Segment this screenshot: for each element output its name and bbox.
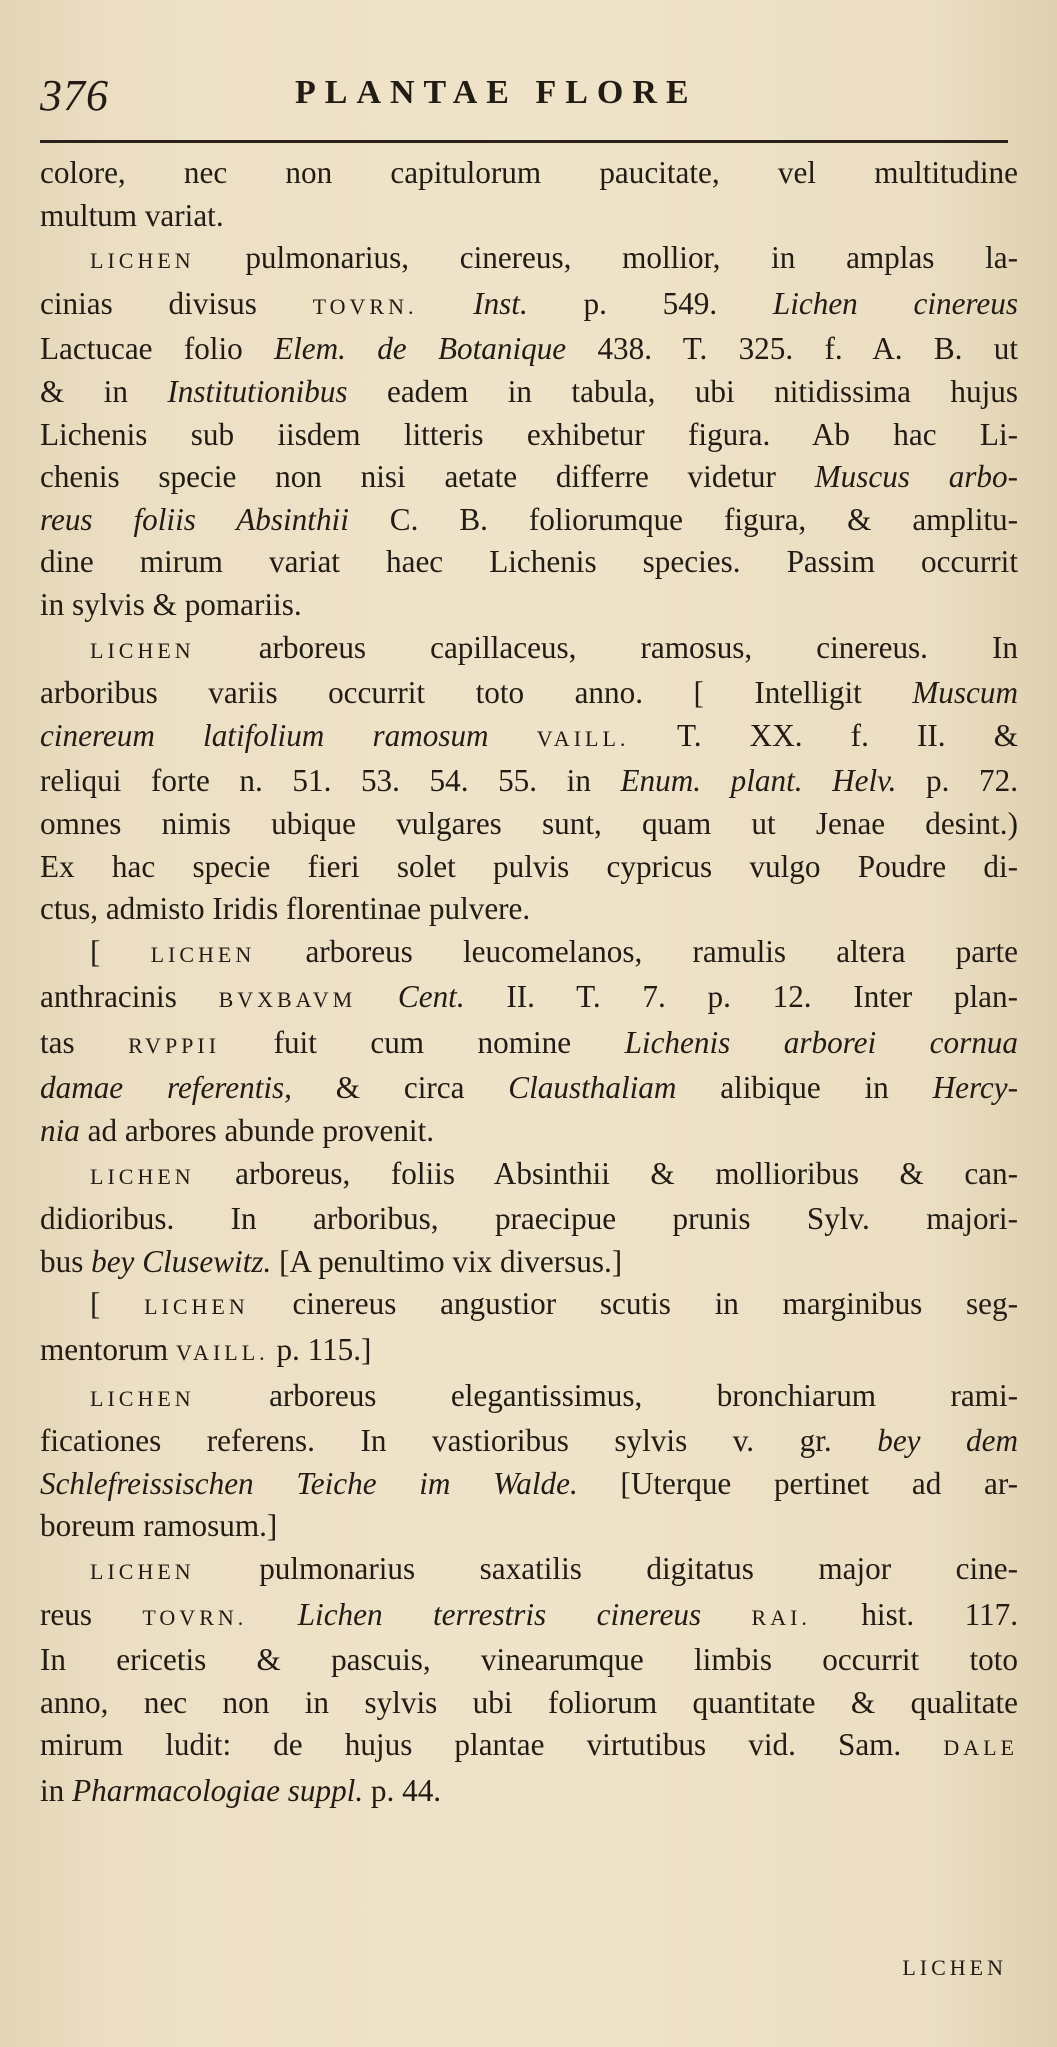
small-caps-run: TOVRN. xyxy=(142,1604,248,1630)
text-run: multum variat. xyxy=(40,197,224,233)
small-caps-run: LICHEN xyxy=(90,1385,195,1411)
italic-run: Lichen terrestris cinereus xyxy=(297,1596,702,1632)
text-line xyxy=(40,1283,1018,1329)
italic-run: Pharmacologiae suppl. xyxy=(72,1772,364,1808)
page-header xyxy=(40,64,1015,124)
italic-run: Enum. plant. Helv. xyxy=(620,763,897,799)
small-caps-run: VAILL. xyxy=(176,1340,269,1366)
text-run: fuit cum nomine xyxy=(220,1024,625,1060)
text-run: arboribus variis occurrit toto anno. [ Intelligit xyxy=(40,675,913,711)
text-line xyxy=(40,371,1018,414)
italic-run: Institutionibus xyxy=(167,373,348,409)
text-line xyxy=(40,1770,1018,1813)
text-run: & in xyxy=(40,373,168,409)
text-run: hist. 117. xyxy=(810,1596,1019,1632)
text-line xyxy=(40,976,1018,1022)
text-run: C. B. foliorumque figura, & amplitu- xyxy=(348,501,1019,537)
text-line xyxy=(40,1022,1018,1068)
text-line xyxy=(40,1682,1018,1725)
text-run: 438. T. 325. f. A. B. ut xyxy=(566,331,1018,367)
text-line xyxy=(40,715,1018,761)
small-caps-run: BVXBAVM xyxy=(218,987,357,1013)
text-line xyxy=(40,1420,1018,1463)
text-line xyxy=(40,499,1018,542)
text-run: anthracinis xyxy=(40,979,219,1015)
italic-run: damae referentis, xyxy=(40,1070,292,1106)
italic-run: Muscus arbo- xyxy=(814,459,1018,495)
italic-run: Schlefreissischen Teiche im Walde. xyxy=(40,1465,578,1501)
running-title: PLANTAE FLORE xyxy=(295,74,698,111)
text-run: p. 72. xyxy=(896,763,1018,799)
text-run: eadem in tabula, ubi nitidissima hujus xyxy=(347,373,1018,409)
text-run: cinias divisus xyxy=(40,285,313,321)
text-line xyxy=(40,152,1018,195)
italic-run: cinereum latifolium ramosum xyxy=(40,717,489,753)
text-line xyxy=(40,1153,1018,1199)
text-run: cinereus angustior scutis in marginibus seg- xyxy=(248,1286,1018,1322)
text-run: omnes nimis ubique vulgares sunt, quam ut Jenae desint.) xyxy=(40,805,1018,841)
text-line xyxy=(40,888,1018,931)
italic-run: bey Clusewitz. xyxy=(91,1243,272,1279)
text-line xyxy=(40,328,1018,371)
text-run: mentorum xyxy=(40,1332,176,1368)
small-caps-run: LICHEN xyxy=(90,1163,195,1189)
text-line xyxy=(40,1505,1018,1548)
text-run: alibique in xyxy=(676,1070,933,1106)
text-run: II. T. 7. p. 12. Inter plan- xyxy=(464,979,1018,1015)
text-line xyxy=(40,1594,1018,1640)
text-run: anno, nec non in sylvis ubi foliorum quantitate & qualitate xyxy=(40,1684,1018,1720)
text-run: arboreus elegantissimus, bronchiarum rami- xyxy=(194,1377,1018,1413)
text-run: arboreus leucomelanos, ramulis altera parte xyxy=(255,933,1019,969)
text-run: reliqui forte n. 51. 53. 54. 55. in xyxy=(40,763,621,799)
text-run: T. XX. f. II. & xyxy=(629,717,1018,753)
text-line xyxy=(40,627,1018,673)
text-run: colore, nec non capitulorum paucitate, vel multitudine xyxy=(40,155,1018,190)
italic-run: Elem. de Botanique xyxy=(274,331,567,367)
text-run: [ xyxy=(90,933,151,969)
text-run: reus xyxy=(40,1596,143,1632)
text-line xyxy=(40,931,1018,977)
text-run: ctus, admisto Iridis florentinae pulvere. xyxy=(40,891,531,927)
small-caps-run: DALE xyxy=(943,1735,1018,1761)
text-run: arboreus, foliis Absinthii & mollioribus & can- xyxy=(194,1155,1018,1191)
italic-run: reus foliis Absinthii xyxy=(40,501,349,537)
text-line xyxy=(40,237,1018,283)
text-run: didioribus. In arboribus, praecipue prunis Sylv. majori- xyxy=(40,1201,1018,1237)
italic-run: Muscum xyxy=(912,675,1018,711)
text-run: in xyxy=(40,1772,73,1808)
text-run: pulmonarius, cinereus, mollior, in amplas la- xyxy=(194,240,1018,276)
italic-run: Cent. xyxy=(397,979,465,1015)
text-line xyxy=(40,1639,1018,1682)
italic-run: nia xyxy=(40,1113,80,1149)
text-run xyxy=(247,1597,297,1632)
text-run: & circa xyxy=(291,1070,509,1106)
small-caps-run: RAI. xyxy=(751,1604,811,1630)
text-run xyxy=(489,718,537,753)
small-caps-run: LICHEN xyxy=(90,637,195,663)
text-run xyxy=(417,286,473,321)
text-run: arboreus capillaceus, ramosus, cinereus. In xyxy=(194,629,1018,665)
italic-run: Clausthaliam xyxy=(508,1070,677,1106)
small-caps-run: RVPPII xyxy=(128,1032,221,1058)
text-line xyxy=(40,584,1018,627)
text-line xyxy=(40,803,1018,846)
header-rule xyxy=(40,140,1008,143)
text-run xyxy=(701,1597,751,1632)
text-run: Ex hac specie fieri solet pulvis cypricus vulgo Poudre di- xyxy=(40,848,1018,884)
text-run: in sylvis & pomariis. xyxy=(40,586,302,622)
text-line xyxy=(40,1375,1018,1421)
text-run: Lichenis sub iisdem litteris exhibetur figura. Ab hac Li- xyxy=(40,416,1018,452)
body-text xyxy=(40,152,1018,1813)
text-run: chenis specie non nisi aetate differre videtur xyxy=(40,459,815,495)
page-number: 376 xyxy=(40,71,109,120)
text-run: pulmonarius saxatilis digitatus major cine- xyxy=(194,1551,1018,1586)
small-caps-run: TOVRN. xyxy=(312,293,418,319)
text-line xyxy=(40,1241,1018,1284)
text-run: [ xyxy=(90,1286,145,1322)
text-run: mirum ludit: de hujus plantae virtutibus vid. Sam. xyxy=(40,1727,944,1763)
small-caps-run: VAILL. xyxy=(536,725,630,751)
small-caps-run: LICHEN xyxy=(150,941,256,967)
catchword: LICHEN xyxy=(902,1955,1007,1980)
text-line xyxy=(40,1329,1018,1375)
small-caps-run: LICHEN xyxy=(144,1294,249,1320)
small-caps-run: LICHEN xyxy=(90,248,195,274)
text-run: [Uterque pertinet ad ar- xyxy=(577,1465,1018,1501)
text-line xyxy=(40,1548,1018,1594)
text-line xyxy=(40,414,1018,457)
text-run: In ericetis & pascuis, vinearumque limbis occurrit toto xyxy=(40,1642,1018,1678)
text-run: p. 44. xyxy=(363,1772,442,1808)
text-run: bus xyxy=(40,1243,92,1279)
italic-run: Lichenis arborei cornua xyxy=(624,1024,1018,1060)
text-line xyxy=(40,846,1018,889)
text-line xyxy=(40,1198,1018,1241)
text-line xyxy=(40,456,1018,499)
text-run: p. 549. xyxy=(527,285,773,321)
text-run: [A penultimo vix diversus.] xyxy=(271,1243,623,1279)
text-run: Lactucae folio xyxy=(40,331,275,367)
text-line xyxy=(40,541,1018,584)
text-run: boreum ramosum.] xyxy=(40,1508,278,1544)
italic-run: Lichen cinereus xyxy=(772,285,1018,321)
text-line xyxy=(40,1463,1018,1506)
text-run xyxy=(356,979,398,1014)
text-line xyxy=(40,1110,1018,1153)
italic-run: Hercy- xyxy=(932,1070,1018,1106)
text-line xyxy=(40,283,1018,329)
text-line xyxy=(40,760,1018,803)
text-line xyxy=(40,195,1018,238)
text-line xyxy=(40,1067,1018,1110)
italic-run: Inst. xyxy=(473,285,528,321)
text-run: p. 115.] xyxy=(268,1332,372,1368)
text-run: dine mirum variat haec Lichenis species. Passim occurrit xyxy=(40,544,1018,580)
italic-run: bey dem xyxy=(877,1423,1018,1459)
text-run: tas xyxy=(40,1024,129,1060)
small-caps-run: LICHEN xyxy=(90,1559,195,1584)
text-line xyxy=(40,672,1018,715)
text-line xyxy=(40,1724,1018,1770)
text-run: ad arbores abunde provenit. xyxy=(79,1113,435,1149)
text-run: ficationes referens. In vastioribus sylvis v. gr. xyxy=(40,1423,878,1459)
